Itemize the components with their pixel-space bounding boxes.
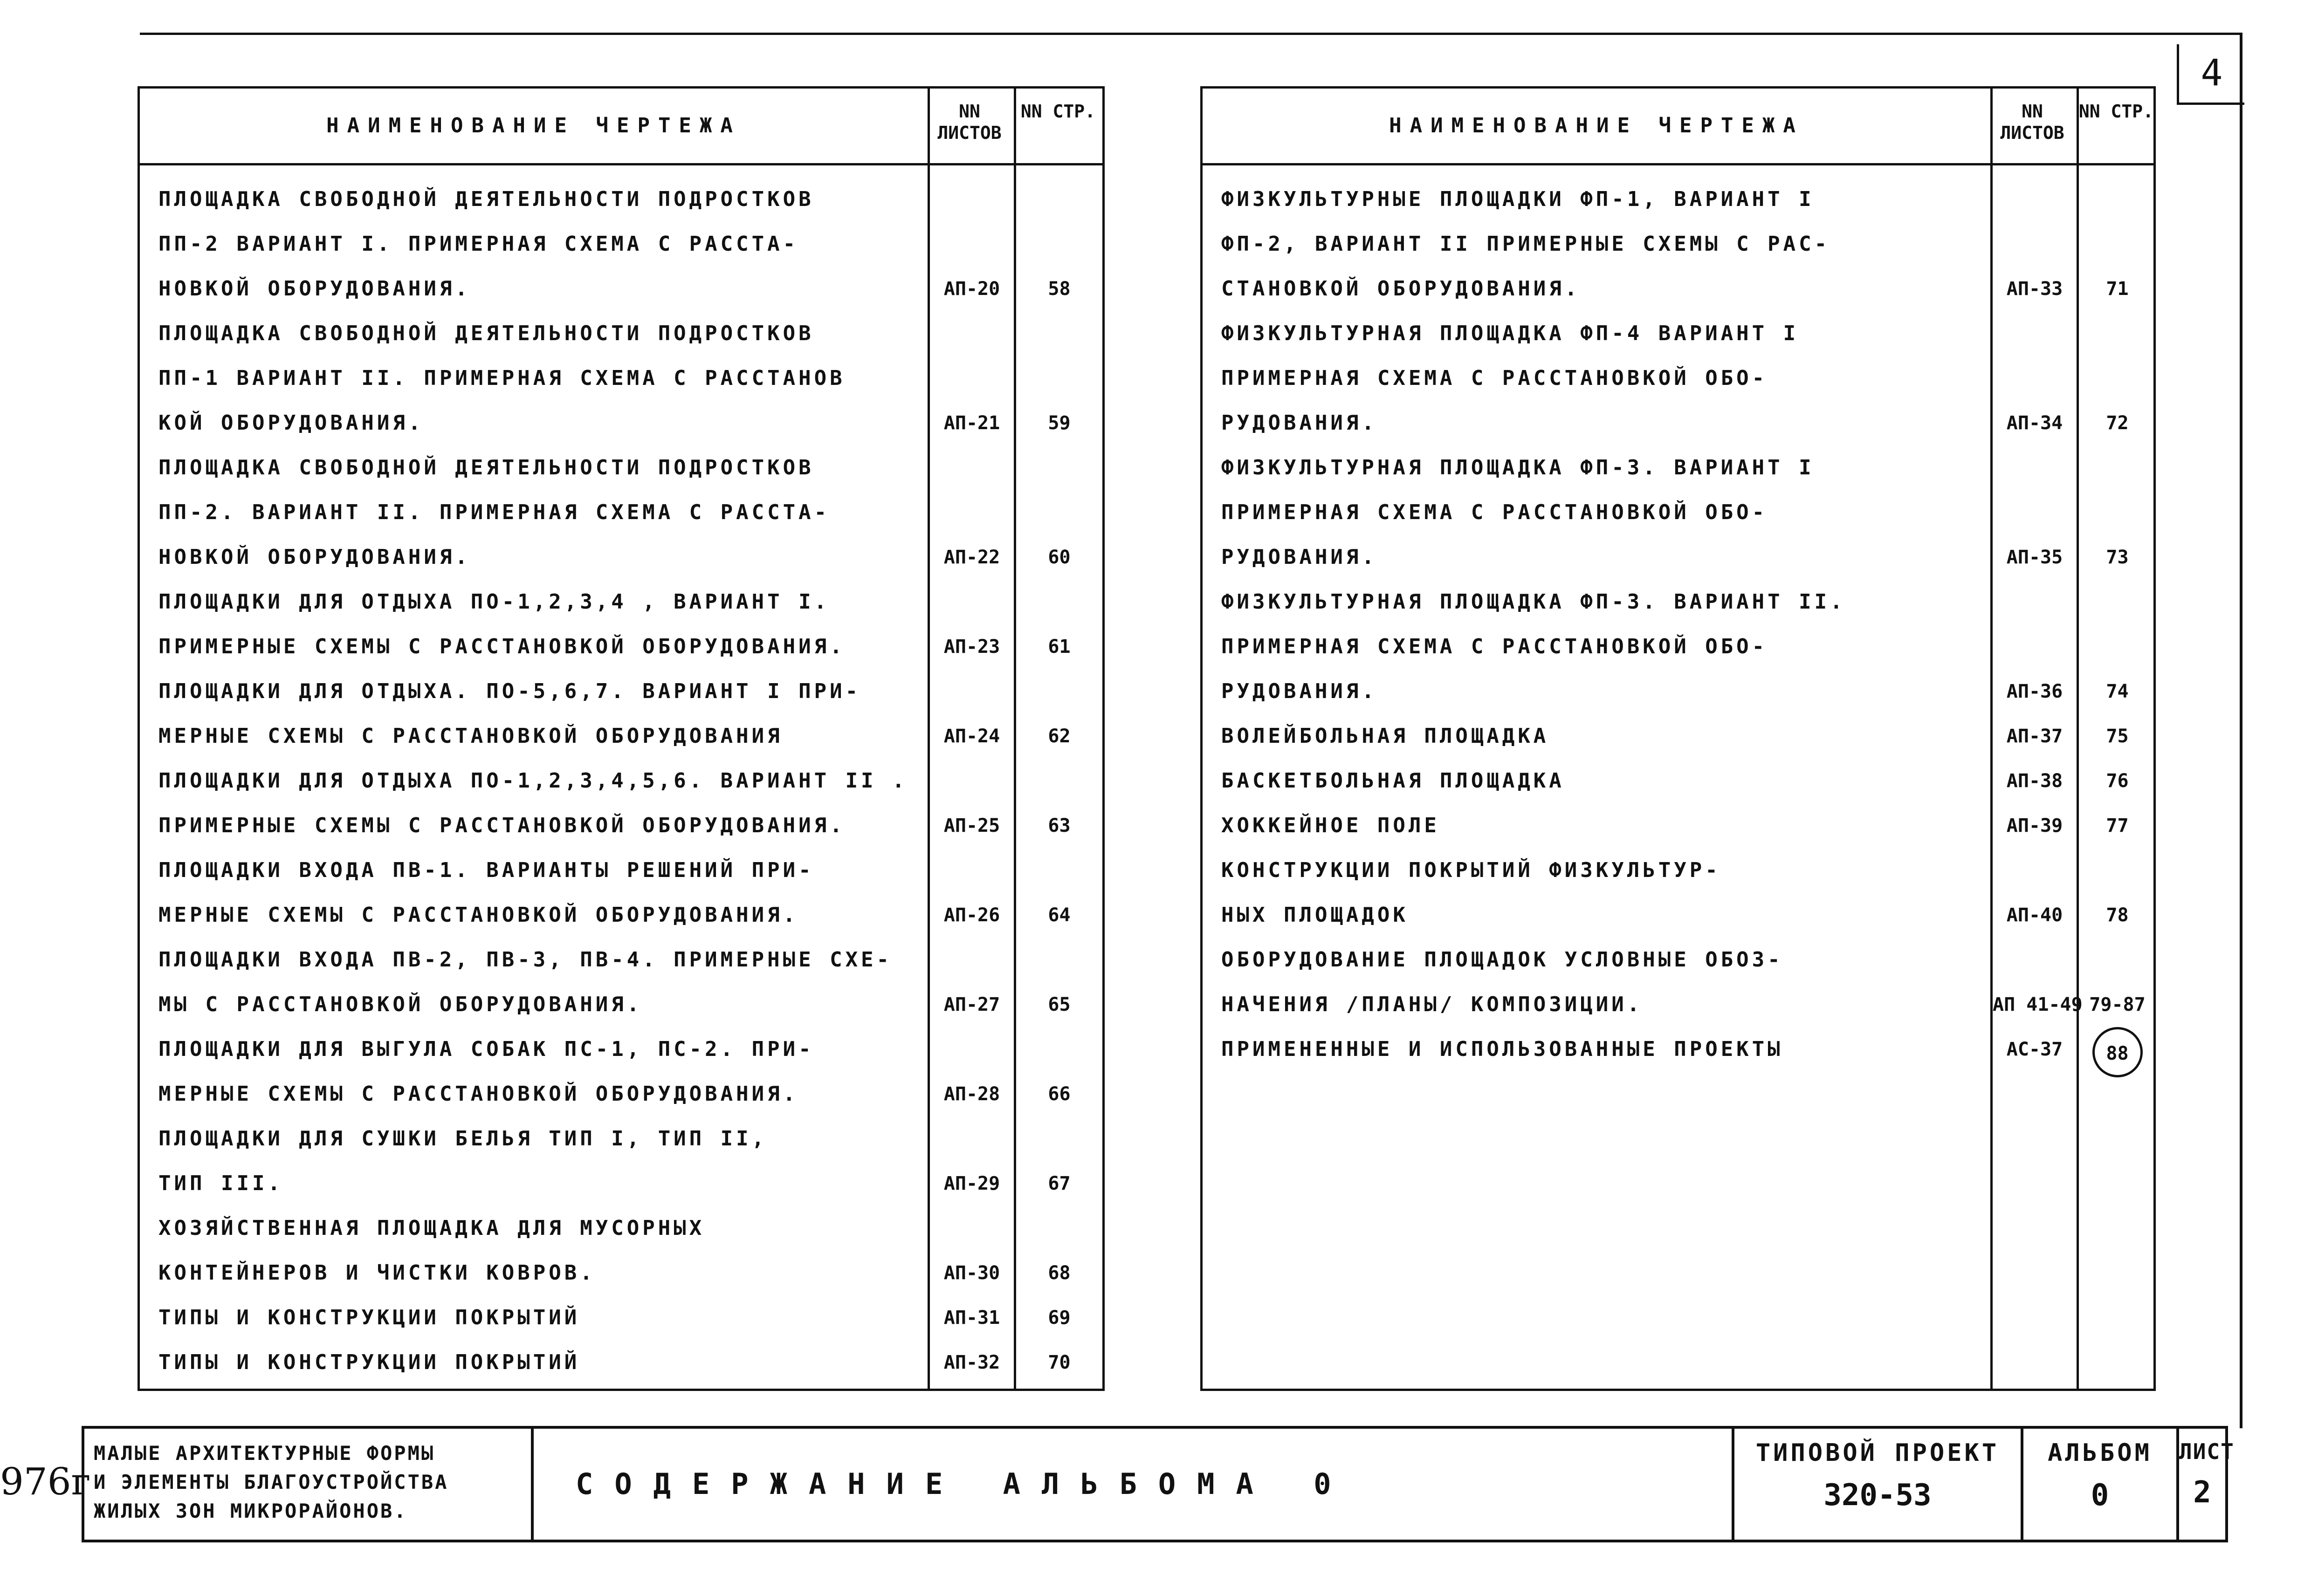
row-title: ТИПЫ И КОНСТРУКЦИИ ПОКРЫТИЙ xyxy=(158,1350,580,1374)
row-sheet-number xyxy=(930,1206,1014,1251)
row-sheet-number: АП-30 xyxy=(943,1262,1000,1284)
row-page-number: 59 xyxy=(1048,412,1071,434)
row-title: ФИЗКУЛЬТУРНЫЕ ПЛОЩАДКИ ФП-1, ВАРИАНТ I xyxy=(1221,187,1815,211)
row-sheet-number xyxy=(1993,938,2077,982)
stamp-description xyxy=(82,1429,534,1540)
row-page-number xyxy=(1016,222,1102,267)
left-table-header xyxy=(140,89,1102,165)
table-row xyxy=(1203,580,2153,624)
table-row xyxy=(1203,267,2153,311)
row-title: ПРИМЕРНАЯ СХЕМА С РАССТАНОВКОЙ ОБО- xyxy=(1221,500,1768,524)
table-row xyxy=(1203,624,2153,669)
row-page-number: 66 xyxy=(1048,1083,1071,1105)
row-title: ПЛОЩАДКА СВОБОДНОЙ ДЕЯТЕЛЬНОСТИ ПОДРОСТКОВ xyxy=(158,456,814,479)
row-page-number: 73 xyxy=(2106,547,2129,568)
row-sheet-number: АП-26 xyxy=(943,904,1000,926)
stamp-project-value: 320-53 xyxy=(1823,1478,1932,1513)
table-row xyxy=(1203,759,2153,803)
table-row xyxy=(1203,893,2153,938)
row-page-number: 77 xyxy=(2106,815,2129,836)
row-sheet-number xyxy=(930,356,1014,401)
row-title: ПРИМЕРНЫЕ СХЕМЫ С РАССТАНОВКОЙ ОБОРУДОВАНИЯ. xyxy=(158,814,846,837)
table-row xyxy=(140,1161,1102,1206)
row-sheet-number xyxy=(930,311,1014,356)
row-page-number xyxy=(2079,848,2156,893)
row-page-number xyxy=(1016,759,1102,803)
row-sheet-number xyxy=(1993,624,2077,669)
row-page-number: 64 xyxy=(1048,904,1071,926)
row-sheet-number xyxy=(1993,580,2077,624)
row-sheet-number: АС-37 xyxy=(2006,1039,2063,1060)
row-sheet-number: АП-34 xyxy=(2006,412,2063,434)
table-row xyxy=(1203,714,2153,759)
table-row xyxy=(140,222,1102,267)
row-page-number xyxy=(1016,669,1102,714)
row-page-number xyxy=(1016,580,1102,624)
row-page-number xyxy=(1016,938,1102,982)
left-table xyxy=(138,86,1105,1391)
row-title: ВОЛЕЙБОЛЬНАЯ ПЛОЩАДКА xyxy=(1221,724,1549,748)
table-row xyxy=(140,267,1102,311)
row-title: НЫХ ПЛОЩАДОК xyxy=(1221,903,1409,927)
row-sheet-number: АП-39 xyxy=(2006,815,2063,836)
row-title: ФИЗКУЛЬТУРНАЯ ПЛОЩАДКА ФП-3. ВАРИАНТ I xyxy=(1221,456,1815,479)
row-title: СТАНОВКОЙ ОБОРУДОВАНИЯ. xyxy=(1221,277,1581,301)
row-title: ПП-1 ВАРИАНТ II. ПРИМЕРНАЯ СХЕМА С РАССТАНОВ xyxy=(158,366,846,390)
row-page-number: 68 xyxy=(1048,1262,1071,1284)
row-page-number xyxy=(1016,356,1102,401)
table-row xyxy=(1203,401,2153,445)
row-page-number xyxy=(1016,177,1102,222)
row-sheet-number: АП-35 xyxy=(2006,547,2063,568)
table-row xyxy=(140,938,1102,982)
row-title: КОНТЕЙНЕРОВ И ЧИСТКИ КОВРОВ. xyxy=(158,1261,596,1285)
table-row xyxy=(140,445,1102,490)
row-page-number xyxy=(1016,1027,1102,1072)
table-row xyxy=(1203,848,2153,893)
row-sheet-number xyxy=(930,580,1014,624)
table-row xyxy=(1203,311,2153,356)
row-sheet-number: АП-21 xyxy=(943,412,1000,434)
row-title: ПРИМЕРНЫЕ СХЕМЫ С РАССТАНОВКОЙ ОБОРУДОВАНИЯ. xyxy=(158,635,846,658)
circled-page-number: 88 xyxy=(2092,1027,2143,1077)
row-sheet-number: АП-36 xyxy=(2006,681,2063,702)
row-title: МЕРНЫЕ СХЕМЫ С РАССТАНОВКОЙ ОБОРУДОВАНИЯ. xyxy=(158,903,799,927)
stamp-description-line-1: МАЛЫЕ АРХИТЕКТУРНЫЕ ФОРМЫ xyxy=(94,1442,435,1465)
table-row xyxy=(140,1295,1102,1340)
table-row xyxy=(140,177,1102,222)
right-table xyxy=(1200,86,2156,1391)
table-row xyxy=(140,759,1102,803)
row-page-number: 60 xyxy=(1048,547,1071,568)
row-title: НОВКОЙ ОБОРУДОВАНИЯ. xyxy=(158,277,471,301)
page-number: 4 xyxy=(2177,44,2244,105)
row-title: РУДОВАНИЯ. xyxy=(1221,679,1377,703)
row-page-number xyxy=(2079,311,2156,356)
row-page-number: 65 xyxy=(1048,994,1071,1015)
right-header-title: НАИМЕНОВАНИЕ ЧЕРТЕЖА xyxy=(1389,114,1804,137)
table-row xyxy=(140,1340,1102,1385)
row-title: ПЛОЩАДКИ ДЛЯ ВЫГУЛА СОБАК ПС-1, ПС-2. ПРИ- xyxy=(158,1037,814,1061)
row-page-number: 67 xyxy=(1048,1173,1071,1194)
stamp-sheet xyxy=(2179,1429,2235,1540)
row-title: ПЛОЩАДКА СВОБОДНОЙ ДЕЯТЕЛЬНОСТИ ПОДРОСТКОВ xyxy=(158,187,814,211)
table-row xyxy=(140,1072,1102,1117)
left-header-title: НАИМЕНОВАНИЕ ЧЕРТЕЖА xyxy=(326,114,741,137)
row-sheet-number xyxy=(930,445,1014,490)
row-title: ПЛОЩАДКИ ДЛЯ ОТДЫХА ПО-1,2,3,4,5,6. ВАРИАНТ II . xyxy=(158,769,908,793)
row-title: ФП-2, ВАРИАНТ II ПРИМЕРНЫЕ СХЕМЫ С РАС- xyxy=(1221,232,1830,256)
row-page-number: 78 xyxy=(2106,904,2129,926)
row-sheet-number: АП-40 xyxy=(2006,904,2063,926)
row-page-number: 63 xyxy=(1048,815,1071,836)
row-page-number xyxy=(1016,848,1102,893)
row-title: ПП-2 ВАРИАНТ I. ПРИМЕРНАЯ СХЕМА С РАССТА- xyxy=(158,232,799,256)
row-page-number: 69 xyxy=(1048,1307,1071,1329)
row-page-number xyxy=(1016,445,1102,490)
stamp-title: СОДЕРЖАНИЕ АЛЬБОМА 0 xyxy=(576,1467,1353,1501)
row-title: РУДОВАНИЯ. xyxy=(1221,411,1377,435)
row-page-number: 74 xyxy=(2106,681,2129,702)
table-row xyxy=(140,535,1102,580)
row-sheet-number xyxy=(930,1117,1014,1161)
row-sheet-number xyxy=(1993,490,2077,535)
row-sheet-number xyxy=(930,848,1014,893)
table-row xyxy=(1203,803,2153,848)
row-title: МЕРНЫЕ СХЕМЫ С РАССТАНОВКОЙ ОБОРУДОВАНИЯ xyxy=(158,724,783,748)
row-sheet-number: АП-31 xyxy=(943,1307,1000,1329)
stamp-sheet-label: ЛИСТ xyxy=(2179,1439,2235,1464)
row-sheet-number: АП-27 xyxy=(943,994,1000,1015)
row-sheet-number: АП-37 xyxy=(2006,726,2063,747)
table-row xyxy=(140,1251,1102,1295)
row-page-number xyxy=(2079,222,2156,267)
stamp-project xyxy=(1732,1429,2021,1540)
row-sheet-number: АП-23 xyxy=(943,636,1000,658)
row-title: ХОЗЯЙСТВЕННАЯ ПЛОЩАДКА ДЛЯ МУСОРНЫХ xyxy=(158,1216,705,1240)
row-page-number xyxy=(2079,580,2156,624)
row-page-number: 76 xyxy=(2106,770,2129,792)
row-page-number: 61 xyxy=(1048,636,1071,658)
row-sheet-number: АП-22 xyxy=(943,547,1000,568)
table-row xyxy=(140,490,1102,535)
table-row xyxy=(1203,222,2153,267)
top-rule xyxy=(140,33,2242,35)
row-page-number: 72 xyxy=(2106,412,2129,434)
document-code: 976г xyxy=(0,1460,91,1503)
row-sheet-number xyxy=(930,759,1014,803)
row-page-number xyxy=(1016,1206,1102,1251)
row-title: ПРИМЕНЕННЫЕ И ИСПОЛЬЗОВАННЫЕ ПРОЕКТЫ xyxy=(1221,1037,1783,1061)
row-sheet-number: АП-33 xyxy=(2006,278,2063,300)
table-row xyxy=(140,311,1102,356)
row-page-number: 62 xyxy=(1048,726,1071,747)
row-page-number: 75 xyxy=(2106,726,2129,747)
row-page-number xyxy=(1016,311,1102,356)
row-page-number xyxy=(1016,1117,1102,1161)
table-row xyxy=(140,669,1102,714)
row-title: ПРИМЕРНАЯ СХЕМА С РАССТАНОВКОЙ ОБО- xyxy=(1221,366,1768,390)
row-page-number: 79-87 xyxy=(2089,994,2146,1015)
row-sheet-number xyxy=(930,938,1014,982)
table-row xyxy=(140,356,1102,401)
row-page-number xyxy=(2079,177,2156,222)
row-sheet-number: АП-24 xyxy=(943,726,1000,747)
row-sheet-number xyxy=(930,490,1014,535)
left-header-sheets: NN ЛИСТОВ xyxy=(937,101,1002,143)
row-title: МЫ С РАССТАНОВКОЙ ОБОРУДОВАНИЯ. xyxy=(158,993,643,1016)
row-sheet-number xyxy=(930,222,1014,267)
right-table-header xyxy=(1203,89,2153,165)
row-title: КОЙ ОБОРУДОВАНИЯ. xyxy=(158,411,424,435)
row-title: ПП-2. ВАРИАНТ II. ПРИМЕРНАЯ СХЕМА С РАССТА- xyxy=(158,500,830,524)
row-page-number: 58 xyxy=(1048,278,1071,300)
row-sheet-number xyxy=(930,669,1014,714)
table-row xyxy=(140,714,1102,759)
row-sheet-number: АП-25 xyxy=(943,815,1000,836)
row-page-number xyxy=(2079,1027,2156,1072)
row-sheet-number: АП 41-49 xyxy=(1993,994,2083,1015)
row-title: ОБОРУДОВАНИЕ ПЛОЩАДОК УСЛОВНЫЕ ОБОЗ- xyxy=(1221,948,1783,972)
row-title: КОНСТРУКЦИИ ПОКРЫТИЙ ФИЗКУЛЬТУР- xyxy=(1221,858,1721,882)
row-title: ПЛОЩАДКИ ДЛЯ СУШКИ БЕЛЬЯ ТИП I, ТИП II, xyxy=(158,1127,768,1151)
row-title: ХОККЕЙНОЕ ПОЛЕ xyxy=(1221,814,1440,837)
stamp-sheet-value: 2 xyxy=(2193,1475,2211,1510)
table-row xyxy=(1203,669,2153,714)
row-sheet-number: АП-38 xyxy=(2006,770,2063,792)
table-row xyxy=(1203,1027,2153,1072)
row-sheet-number xyxy=(1993,848,2077,893)
row-page-number xyxy=(1016,490,1102,535)
row-page-number: 71 xyxy=(2106,278,2129,300)
row-sheet-number: АП-20 xyxy=(943,278,1000,300)
row-page-number xyxy=(2079,445,2156,490)
table-row xyxy=(140,624,1102,669)
row-sheet-number: АП-29 xyxy=(943,1173,1000,1194)
stamp-album-value: 0 xyxy=(2091,1478,2109,1513)
row-page-number xyxy=(2079,490,2156,535)
row-title: РУДОВАНИЯ. xyxy=(1221,545,1377,569)
row-sheet-number xyxy=(1993,356,2077,401)
row-title: ПЛОЩАДКИ ДЛЯ ОТДЫХА. ПО-5,6,7. ВАРИАНТ I ПРИ- xyxy=(158,679,861,703)
left-header-pages: NN СТР. xyxy=(1020,101,1096,122)
row-title: МЕРНЫЕ СХЕМЫ С РАССТАНОВКОЙ ОБОРУДОВАНИЯ. xyxy=(158,1082,799,1106)
row-title: ПРИМЕРНАЯ СХЕМА С РАССТАНОВКОЙ ОБО- xyxy=(1221,635,1768,658)
stamp-album-label: АЛЬБОМ xyxy=(2048,1439,2152,1467)
row-title: БАСКЕТБОЛЬНАЯ ПЛОЩАДКА xyxy=(1221,769,1565,793)
table-row xyxy=(140,982,1102,1027)
row-sheet-number xyxy=(930,1027,1014,1072)
row-title: ФИЗКУЛЬТУРНАЯ ПЛОЩАДКА ФП-3. ВАРИАНТ II. xyxy=(1221,590,1846,614)
table-row xyxy=(1203,938,2153,982)
table-row xyxy=(140,1117,1102,1161)
row-page-number xyxy=(2079,356,2156,401)
title-block xyxy=(82,1426,2235,1542)
row-sheet-number xyxy=(930,177,1014,222)
table-row xyxy=(140,893,1102,938)
row-sheet-number: АП-28 xyxy=(943,1083,1000,1105)
table-row xyxy=(140,1027,1102,1072)
row-title: НОВКОЙ ОБОРУДОВАНИЯ. xyxy=(158,545,471,569)
table-row xyxy=(1203,177,2153,222)
row-page-number: 70 xyxy=(1048,1352,1071,1373)
stamp-project-label: ТИПОВОЙ ПРОЕКТ xyxy=(1755,1439,2000,1467)
row-page-number xyxy=(2079,624,2156,669)
row-sheet-number xyxy=(1993,177,2077,222)
row-page-number xyxy=(2079,938,2156,982)
table-row xyxy=(1203,535,2153,580)
table-row xyxy=(1203,982,2153,1027)
row-title: ПЛОЩАДКА СВОБОДНОЙ ДЕЯТЕЛЬНОСТИ ПОДРОСТКОВ xyxy=(158,322,814,345)
row-title: ТИП III. xyxy=(158,1171,283,1195)
table-row xyxy=(140,580,1102,624)
table-row xyxy=(140,848,1102,893)
right-border xyxy=(2240,33,2242,1428)
row-title: ФИЗКУЛЬТУРНАЯ ПЛОЩАДКА ФП-4 ВАРИАНТ I xyxy=(1221,322,1799,345)
row-sheet-number xyxy=(1993,222,2077,267)
table-row xyxy=(1203,356,2153,401)
row-title: ПЛОЩАДКИ ВХОДА ПВ-1. ВАРИАНТЫ РЕШЕНИЙ ПРИ- xyxy=(158,858,814,882)
table-row xyxy=(1203,445,2153,490)
row-title: ПЛОЩАДКИ ДЛЯ ОТДЫХА ПО-1,2,3,4 , ВАРИАНТ I. xyxy=(158,590,830,614)
row-title: НАЧЕНИЯ /ПЛАНЫ/ КОМПОЗИЦИИ. xyxy=(1221,993,1643,1016)
row-sheet-number xyxy=(1993,445,2077,490)
table-row xyxy=(140,803,1102,848)
row-sheet-number xyxy=(1993,311,2077,356)
table-row xyxy=(140,1206,1102,1251)
row-title: ПЛОЩАДКИ ВХОДА ПВ-2, ПВ-3, ПВ-4. ПРИМЕРНЫЕ СХЕ- xyxy=(158,948,893,972)
table-row xyxy=(140,401,1102,445)
stamp-album xyxy=(2021,1429,2179,1540)
right-header-pages: NN СТР. xyxy=(2078,101,2154,122)
row-sheet-number: АП-32 xyxy=(943,1352,1000,1373)
row-title: ТИПЫ И КОНСТРУКЦИИ ПОКРЫТИЙ xyxy=(158,1306,580,1329)
right-header-sheets: NN ЛИСТОВ xyxy=(2000,101,2064,143)
stamp-description-line-3: ЖИЛЫХ ЗОН МИКРОРАЙОНОВ. xyxy=(94,1500,408,1522)
table-row xyxy=(1203,490,2153,535)
stamp-description-line-2: И ЭЛЕМЕНТЫ БЛАГОУСТРОЙСТВА xyxy=(94,1471,449,1493)
